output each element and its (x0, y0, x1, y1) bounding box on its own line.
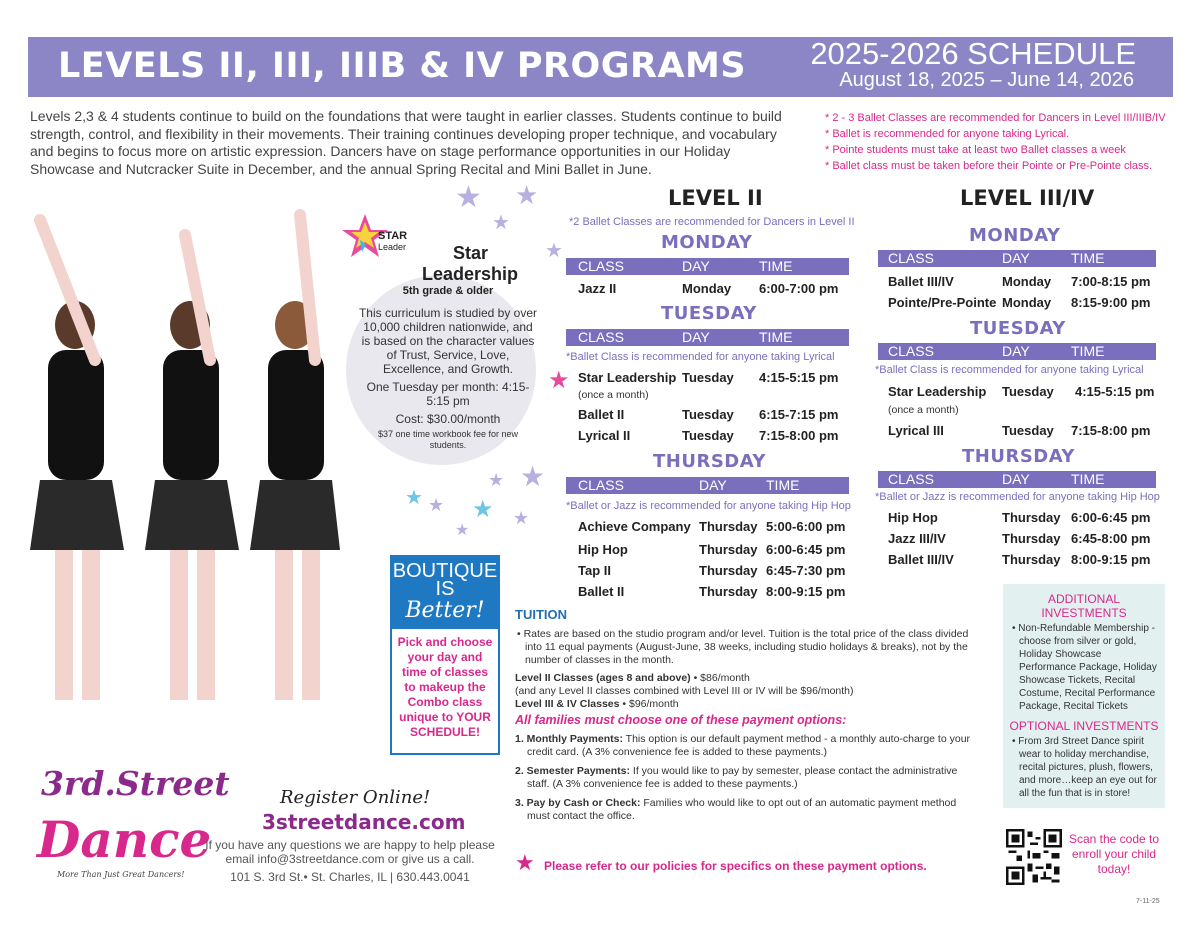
row-class: Pointe/Pre-Pointe (888, 295, 997, 310)
policies-reference: Please refer to our policies for specifics on these payment options. (544, 859, 927, 873)
level3-price: • $96/month (619, 698, 679, 710)
row-day: Thursday (699, 542, 758, 557)
row-day: Monday (1002, 274, 1052, 289)
row-class: Achieve Company (578, 519, 691, 534)
star-decoration-icon: ★ (472, 496, 494, 523)
schedule-dates: August 18, 2025 – June 14, 2026 (839, 69, 1134, 91)
row-subnote: (once a month) (578, 389, 649, 401)
level2-tuesday-note: *Ballet Class is recommended for anyone taking Lyrical (566, 351, 835, 363)
optional-investments-text: • From 3rd Street Dance spirit wear to holiday merchandise, recital pictures, plush, flowers, and more…keep an eye out for all the fun that is in store! (1012, 736, 1157, 799)
row-time: 8:00-9:15 pm (1071, 552, 1151, 567)
row-day: Monday (682, 281, 732, 296)
column-day: DAY (1002, 471, 1030, 487)
row-day: Tuesday (682, 428, 734, 443)
row-time: 6:45-8:00 pm (1071, 531, 1151, 546)
column-time: TIME (1071, 343, 1105, 359)
star-decoration-icon: ★ (515, 180, 539, 210)
level3-thursday-heading: THURSDAY (962, 446, 1075, 467)
column-class: CLASS (888, 471, 934, 487)
star-title-line: Leadership (421, 264, 518, 284)
level2-combo-price: (and any Level II classes combined with Level III or IV will be $96/month) (515, 685, 854, 697)
payment-option-text: This option is our default payment method - a monthly auto-charge to your credit card. (A 3% convenience fee is added to these payments.) (527, 733, 971, 758)
level2-recommend: *2 Ballet Classes are recommended for Dancers in Level II (569, 216, 855, 228)
dancer-figure (145, 235, 239, 700)
row-class: Star Leadership (578, 370, 677, 385)
additional-investments-text: • Non-Refundable Membership - choose from silver or gold, Holiday Showcase Performance Package, Holiday Showcase Tickets, Recital Costume, Recital Performance Package, Recital Tickets (1012, 623, 1157, 712)
logo-line2: Dance (37, 810, 212, 869)
level3-heading: LEVEL III/IV (960, 186, 1095, 210)
row-day: Tuesday (682, 370, 734, 385)
row-time: 6:45-7:30 pm (766, 563, 846, 578)
column-time: TIME (759, 329, 793, 345)
dancer-figure (30, 220, 124, 700)
row-class: Ballet III/IV (888, 552, 954, 567)
row-time: 6:00-6:45 pm (766, 542, 846, 557)
level2-tuesday-columns (566, 329, 849, 346)
star-decoration-icon: ★ (455, 181, 482, 214)
boutique-body: Pick and choose your day and time of classes to makeup the Combo class unique to YOUR SCHEDULE! (397, 635, 493, 739)
column-day: DAY (1002, 343, 1030, 359)
qr-code[interactable] (1006, 829, 1062, 885)
payment-option (515, 797, 980, 823)
row-class: Star Leadership (888, 384, 987, 399)
boutique-line: BOUTIQUE (392, 560, 498, 582)
star-decoration-icon: ★ (520, 461, 546, 492)
row-class: Hip Hop (888, 510, 938, 525)
note-item: * Ballet class must be taken before their Pointe or Pre-Pointe class. (825, 160, 1153, 172)
star-logo-bottom: Leader (378, 242, 407, 252)
level2-heading: LEVEL II (668, 186, 763, 210)
dancer-figure (250, 215, 340, 700)
level3-monday-columns (878, 250, 1156, 267)
column-day: DAY (682, 258, 710, 274)
row-day: Monday (1002, 295, 1052, 310)
column-day: DAY (682, 329, 710, 345)
column-class: CLASS (578, 477, 624, 493)
column-class: CLASS (888, 250, 934, 266)
boutique-line: IS (435, 578, 455, 600)
boutique-box (390, 555, 500, 755)
column-time: TIME (766, 477, 800, 493)
row-day: Tuesday (1002, 384, 1054, 399)
row-day: Thursday (1002, 510, 1061, 525)
level2-thursday-columns (566, 477, 849, 494)
star-leadership-description: This curriculum is studied by over 10,000 children nationwide, and is based on the character values of Trust, Service, Love, Excellence, and Growth. (358, 306, 538, 376)
level2-thursday-note: *Ballet or Jazz is recommended for anyone taking Hip Hop (566, 500, 851, 512)
row-class: Ballet II (578, 407, 625, 422)
row-time: 6:00-6:45 pm (1071, 510, 1151, 525)
star-leadership-fee: $37 one time workbook fee for new students. (377, 429, 519, 450)
row-class: Ballet III/IV (888, 274, 954, 289)
level2-monday-columns (566, 258, 849, 275)
level3-tuesday-columns (878, 343, 1156, 360)
row-day: Tuesday (682, 407, 734, 422)
level3-tuesday-heading: TUESDAY (970, 318, 1066, 339)
row-time: 5:00-6:00 pm (766, 519, 846, 534)
optional-investments-heading: OPTIONAL INVESTMENTS (1009, 719, 1159, 733)
star-decoration-icon: ★ (405, 487, 423, 509)
level2-price-line (515, 672, 980, 685)
register-link[interactable]: 3streetdance.com (262, 810, 466, 834)
star-title-line: Star (452, 243, 488, 263)
star-leadership-schedule: One Tuesday per month: 4:15-5:15 pm (366, 380, 530, 408)
logo-line1: 3rd.Street (41, 764, 230, 803)
note-item: * Ballet is recommended for anyone taking Lyrical. (825, 128, 1070, 140)
star-decoration-icon: ★ (428, 495, 445, 515)
level3-tuesday-note: *Ballet Class is recommended for anyone taking Lyrical (875, 364, 1144, 376)
star-leadership-cost: Cost: $30.00/month (395, 412, 501, 426)
boutique-line: Better! (405, 598, 485, 623)
payment-option-text: Families who would like to opt out of an automatic payment method must contact the office. (527, 797, 957, 822)
payment-option-label: 2. Semester Payments: (515, 765, 630, 777)
additional-investments-heading: ADDITIONAL INVESTMENTS (1041, 592, 1127, 620)
star-leadership-title (378, 243, 518, 285)
row-time: 4:15-5:15 pm (759, 370, 839, 385)
row-class: Hip Hop (578, 542, 628, 557)
payment-option (515, 765, 980, 791)
level3-price-label: Level III & IV Classes (515, 698, 620, 710)
row-time: 8:00-9:15 pm (766, 584, 846, 599)
star-logo-top: STAR (378, 230, 408, 242)
payment-option-label: 1. Monthly Payments: (515, 733, 623, 745)
star-decoration-icon: ★ (488, 470, 505, 490)
level3-thursday-note: *Ballet or Jazz is recommended for anyone taking Hip Hop (875, 491, 1160, 503)
column-time: TIME (1071, 250, 1105, 266)
row-day: Tuesday (1002, 423, 1054, 438)
version-code: 7-11-25 (1136, 898, 1160, 905)
row-day: Thursday (699, 584, 758, 599)
star-decoration-icon: ★ (545, 240, 563, 262)
row-day: Thursday (699, 563, 758, 578)
star-bullet-icon: ★ (515, 850, 535, 875)
register-heading: Register Online! (280, 787, 431, 808)
row-class: Jazz III/IV (888, 531, 946, 546)
level2-thursday-heading: THURSDAY (653, 451, 766, 472)
row-class: Lyrical III (888, 423, 944, 438)
column-class: CLASS (578, 258, 624, 274)
star-decoration-icon: ★ (455, 522, 470, 539)
contact-text: If you have any questions we are happy to help please email info@3streetdance.com or give us a call. (205, 838, 495, 866)
star-leadership-grade: 5th grade & older (402, 285, 494, 297)
boutique-header (392, 557, 498, 629)
column-time: TIME (1071, 471, 1105, 487)
level2-price: • $86/month (690, 672, 750, 684)
row-subnote: (once a month) (888, 404, 959, 416)
star-leadership-icon: ★ (548, 367, 570, 394)
column-class: CLASS (578, 329, 624, 345)
column-day: DAY (699, 477, 727, 493)
ballet-notes (825, 110, 1165, 174)
payment-option-text: If you would like to pay by semester, please contact the administrative staff. (A 3% convenience fee is added to these payments.) (527, 765, 958, 790)
column-class: CLASS (888, 343, 934, 359)
row-class: Lyrical II (578, 428, 631, 443)
column-day: DAY (1002, 250, 1030, 266)
row-day: Thursday (1002, 531, 1061, 546)
payment-option (515, 733, 980, 759)
row-time: 8:15-9:00 pm (1071, 295, 1151, 310)
column-time: TIME (759, 258, 793, 274)
star-decoration-icon: ★ (492, 212, 510, 234)
logo-tagline: More Than Just Great Dancers! (57, 870, 185, 879)
row-time: 7:00-8:15 pm (1071, 274, 1151, 289)
row-day: Thursday (699, 519, 758, 534)
intro-paragraph: Levels 2,3 & 4 students continue to build on the foundations that were taught in earlier classes. Students continue to build strength, control, and flexibility in their movements. Their training continues developing proper technique, and vocabulary and begins to focus more on artistic expression. Dancers have on stage performance opportunities in our Holiday Showcase and Nutcracker Suite in December, and the annual Spring Recital and Mini Ballet in June. (30, 108, 782, 177)
level2-monday-heading: MONDAY (661, 232, 753, 253)
row-time: 6:00-7:00 pm (759, 281, 839, 296)
schedule-year: 2025-2026 SCHEDULE (810, 36, 1136, 71)
page-title: LEVELS II, III, IIIB & IV PROGRAMS (58, 46, 747, 86)
brand-logo (25, 760, 230, 890)
level2-price-label: Level II Classes (ages 8 and above) (515, 672, 691, 684)
level3-monday-heading: MONDAY (969, 225, 1061, 246)
tuition-heading: TUITION (515, 607, 567, 622)
payment-option-label: 3. Pay by Cash or Check: (515, 797, 641, 809)
payment-options-heading: All families must choose one of these payment options: (515, 713, 847, 727)
scan-instructions: Scan the code to enroll your child today! (1068, 832, 1160, 876)
note-item: * Pointe students must take at least two Ballet classes a week (825, 144, 1126, 156)
row-time: 6:15-7:15 pm (759, 407, 839, 422)
row-class: Tap II (578, 563, 611, 578)
row-class: Jazz II (578, 281, 617, 296)
level3-thursday-columns (878, 471, 1156, 488)
level3-price-line (515, 698, 980, 711)
row-day: Thursday (1002, 552, 1061, 567)
star-decoration-icon: ★ (513, 508, 530, 528)
investments-panel (1003, 584, 1165, 808)
studio-address: 101 S. 3rd St.• St. Charles, IL | 630.443.0041 (230, 870, 470, 884)
tuition-rates: • Rates are based on the studio program and/or level. Tuition is the total price of the class divided into 11 equal payments (August-June, 38 weeks, including studio holidays & breaks), not by the number of classes in the month. (517, 628, 969, 666)
row-class: Ballet II (578, 584, 625, 599)
tuition-section (515, 628, 980, 829)
payment-options-list (515, 733, 980, 823)
row-time: 7:15-8:00 pm (759, 428, 839, 443)
row-time: 7:15-8:00 pm (1071, 423, 1151, 438)
level2-tuesday-heading: TUESDAY (661, 303, 757, 324)
note-item: * 2 - 3 Ballet Classes are recommended for Dancers in Level III/IIIB/IV (825, 112, 1166, 124)
row-time: 4:15-5:15 pm (1075, 384, 1155, 399)
dancers-photo (0, 200, 345, 745)
